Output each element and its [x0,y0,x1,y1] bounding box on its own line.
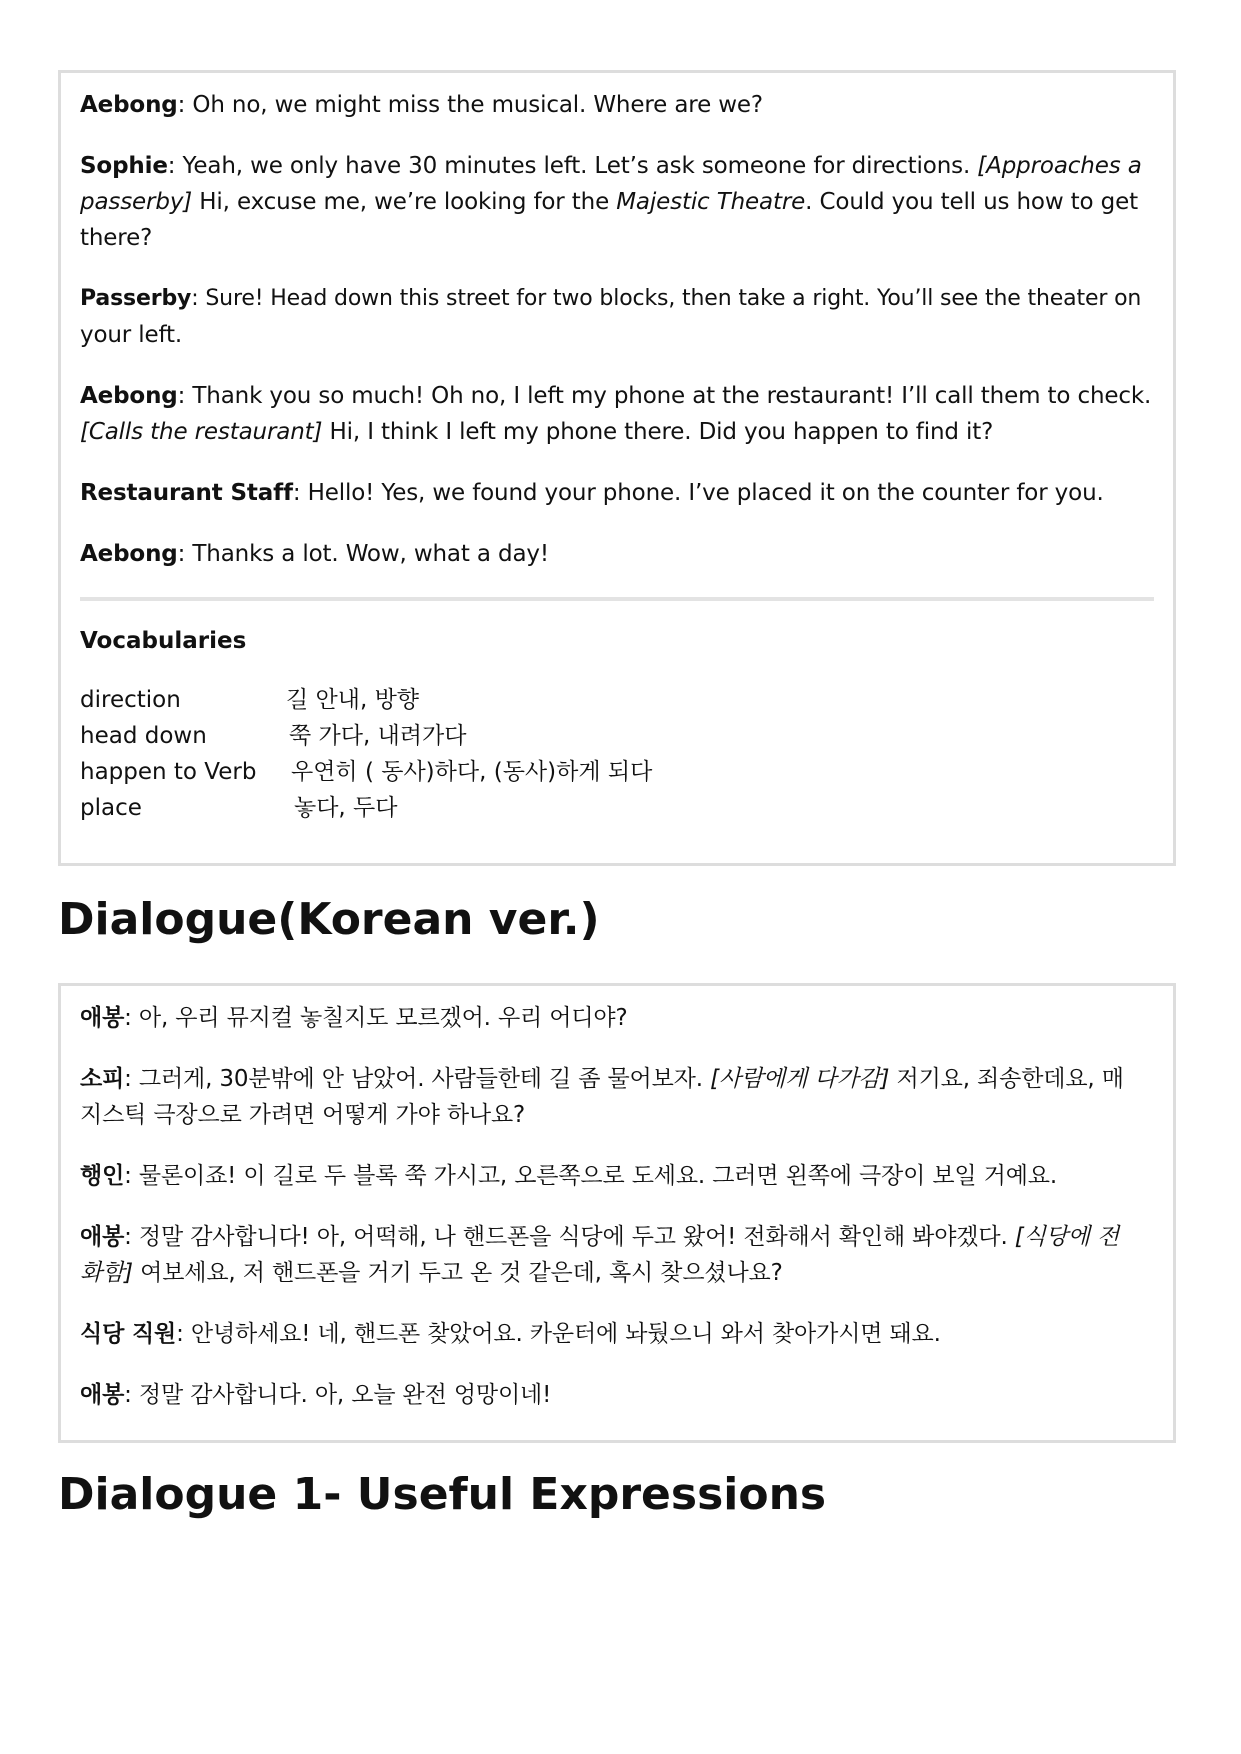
dialogue-line [80,220,1154,256]
vocabulary-meaning: 쭉 가다, 내려가다 [289,723,467,749]
dialogue-text: : 정말 감사합니다. 아, 오늘 완전 엉망이네! [124,1382,552,1408]
dialogue-paragraph [80,536,1154,572]
stage-direction: [사람에게 다가감] [710,1066,890,1092]
vocabulary-title: Vocabularies [80,628,247,654]
dialogue-text: Hi, I think I left my phone there. Did you happen to find it? [322,419,994,445]
vocabulary-term: place [80,795,142,821]
vocabulary-item [80,754,1154,790]
dialogue-text: : Thank you so much! Oh no, I left my phone at the restaurant! I’ll call them to check. [177,383,1152,409]
dialogue-paragraph [80,378,1154,450]
dialogue-line [80,414,1154,450]
speaker-name: 소피 [80,1066,125,1092]
dialogue-line [80,184,1154,220]
vocabulary-item [80,682,1154,718]
dialogue-line [80,317,1154,353]
speaker-name: 애봉 [80,1005,125,1031]
dialogue-paragraph [80,1061,1154,1133]
speaker-name: Aebong [80,541,178,567]
dialogue-paragraph [80,1219,1154,1291]
dialogue-text: : Oh no, we might miss the musical. Where are we? [177,92,763,118]
dialogue-line [80,281,1154,317]
dialogue-line [80,475,1154,511]
vocabulary-list [80,682,1154,826]
dialogue-line [80,378,1154,414]
korean-dialogue [80,1000,1154,1413]
vocabulary-item [80,718,1154,754]
dialogue-text: : Sure! Head down this street for two blocks, then take a right. You’ll see the theater on [191,286,1142,311]
dialogue-text: 저기요, 죄송한데요, 매 [889,1066,1124,1092]
dialogue-paragraph [80,87,1154,123]
dialogue-line [80,87,1154,123]
speaker-name: 행인 [80,1163,125,1189]
dialogue-line [80,536,1154,572]
vocabulary-item [80,790,1154,826]
stage-direction: [Calls the restaurant] [80,419,323,445]
dialogue-line [80,1316,1154,1352]
korean-dialogue-heading: Dialogue(Korean ver.) [58,894,600,945]
dialogue-text: 지스틱 극장으로 가려면 어떻게 가야 하나요? [80,1102,526,1128]
vocabulary-term: happen to Verb [80,759,257,785]
speaker-name: Aebong [80,92,178,118]
dialogue-text: : 정말 감사합니다! 아, 어떡해, 나 핸드폰을 식당에 두고 왔어! 전화해서 확인해 봐야겠다. [124,1224,1015,1250]
dialogue-line [80,1255,1154,1291]
dialogue-paragraph [80,148,1154,256]
dialogue-line [80,1377,1154,1413]
speaker-name: Restaurant Staff [80,480,293,506]
english-dialogue-box [58,70,1176,866]
vocabulary-meaning: 우연히 ( 동사)하다, (동사)하게 되다 [291,759,653,785]
speaker-name: Aebong [80,383,178,409]
dialogue-line [80,1219,1154,1255]
dialogue-text: 여보세요, 저 핸드폰을 거기 두고 온 것 같은데, 혹시 찾으셨나요? [132,1260,783,1286]
dialogue-text: there? [80,225,153,251]
dialogue-paragraph [80,475,1154,511]
dialogue-text: your left. [80,322,183,348]
dialogue-text: : Thanks a lot. Wow, what a day! [177,541,549,567]
english-dialogue [80,87,1154,572]
dialogue-text: . Could you tell us how to get [805,189,1138,215]
dialogue-line [80,1097,1154,1133]
stage-direction: 화함] [80,1260,133,1286]
dialogue-paragraph [80,1316,1154,1352]
speaker-name: Sophie [80,153,168,179]
dialogue-text: : 그러게, 30분밖에 안 남았어. 사람들한테 길 좀 물어보자. [124,1066,711,1092]
section-divider [80,597,1154,601]
dialogue-text: : Yeah, we only have 30 minutes left. Let’s ask someone for directions. [167,153,978,179]
vocabulary-meaning: 놓다, 두다 [294,795,398,821]
dialogue-paragraph [80,1000,1154,1036]
stage-direction: passerby] [80,189,193,215]
vocabulary-term: head down [80,723,207,749]
speaker-name: 애봉 [80,1382,125,1408]
dialogue-line [80,1061,1154,1097]
speaker-name: Passerby [80,286,192,311]
dialogue-paragraph [80,281,1154,353]
dialogue-text: : 물론이죠! 이 길로 두 블록 쭉 가시고, 오른쪽으로 도세요. 그러면 왼쪽에 극장이 보일 거예요. [124,1163,1057,1189]
dialogue-text: : 안녕하세요! 네, 핸드폰 찾았어요. 카운터에 놔뒀으니 와서 찾아가시면 돼요. [176,1321,941,1347]
dialogue-paragraph [80,1377,1154,1413]
dialogue-line [80,1000,1154,1036]
stage-direction: Majestic Theatre [616,189,806,215]
dialogue-text: Hi, excuse me, we’re looking for the [192,189,617,215]
dialogue-line [80,148,1154,184]
dialogue-line [80,1158,1154,1194]
dialogue-text: : Hello! Yes, we found your phone. I’ve placed it on the counter for you. [292,480,1104,506]
dialogue-text: : 아, 우리 뮤지컬 놓칠지도 모르겠어. 우리 어디야? [124,1005,628,1031]
vocabulary-term: direction [80,687,181,713]
stage-direction: [Approaches a [977,153,1142,179]
dialogue-paragraph [80,1158,1154,1194]
korean-dialogue-box [58,983,1176,1443]
useful-expressions-heading: Dialogue 1- Useful Expressions [58,1469,827,1520]
speaker-name: 애봉 [80,1224,125,1250]
stage-direction: [식당에 전 [1014,1224,1120,1250]
speaker-name: 식당 직원 [80,1321,177,1347]
vocabulary-meaning: 길 안내, 방향 [286,687,420,713]
